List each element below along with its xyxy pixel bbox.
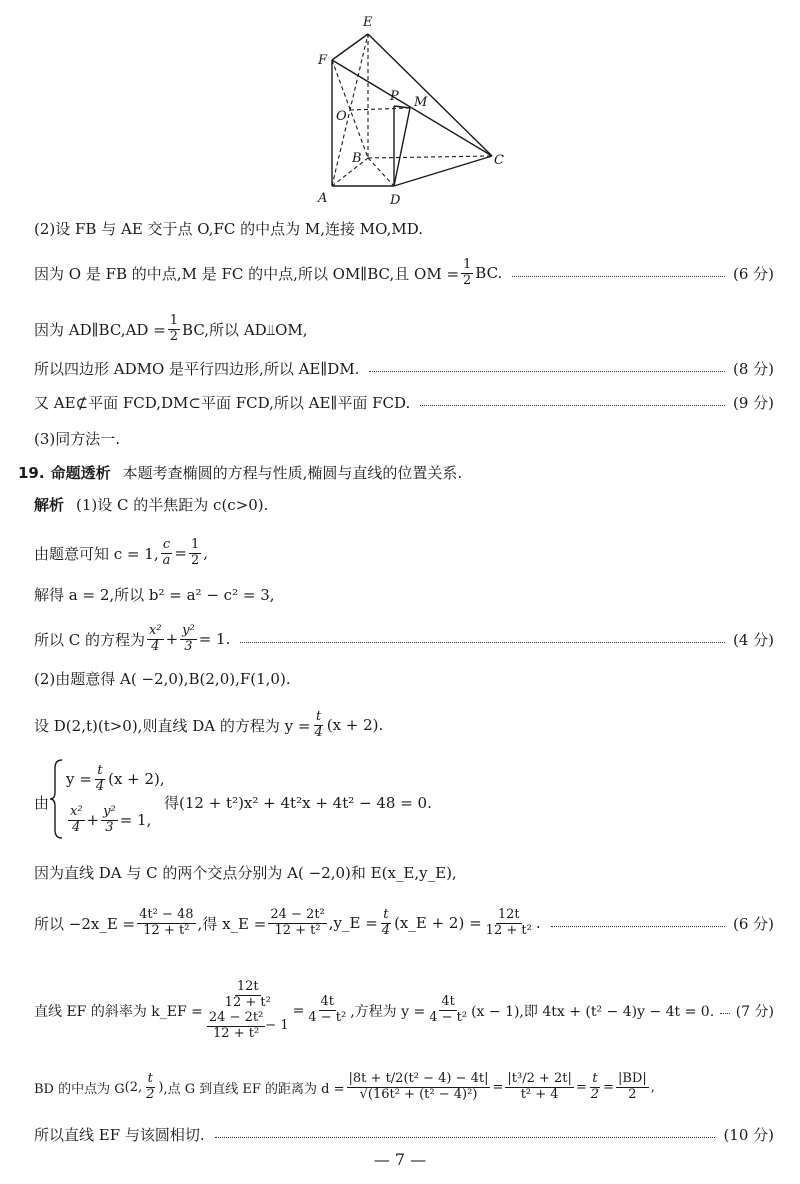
q19-step12: 所以直线 EF 与该圆相切. (10 分) — [34, 1126, 774, 1144]
solution-label: 解析 — [34, 496, 65, 514]
label-f: F — [318, 53, 328, 68]
edge-ec — [368, 34, 492, 156]
geometry-figure — [310, 8, 510, 208]
edge-bc — [368, 156, 492, 158]
dot-leader — [240, 642, 725, 643]
fraction-half: $\frac{1}{2}$ — [463, 257, 472, 288]
edge-bd — [368, 158, 394, 186]
q19-step9: 所以 −2x_E = $\frac{\text{4t² − 48}}{\text{12 + t²}}$ ,得 x_E = $\frac{\text{24 − 2t²}}{\text{12 + t²}}$ ,y_E = $\frac{t}{4}$ (x_E + 2) = $\frac{12t}{\text{12 + t²}}$ . (6 分) — [34, 907, 774, 938]
score-label: (7 分) — [735, 1003, 774, 1020]
fraction-half: $\frac{1}{2}$ — [169, 313, 179, 344]
system-result: 得(12 + t²)x² + 4t²x + 4t² − 48 = 0. — [164, 794, 432, 812]
q19-header: 19. 命题透析 本题考查椭圆的方程与性质,椭圆与直线的位置关系. — [18, 463, 463, 482]
score-label: (9 分) — [732, 394, 774, 412]
dot-leader — [420, 405, 725, 406]
q19-step11: BD 的中点为 G (2, $\frac{t}{2}$ ) ,点 G 到直线 EF 的距离为 d = $\frac{\text{|8t + t/2(t² − 4) − 4t|}}{\text{√(16t² + (t² − 4)²)}}$ = $\frac{\text{|t³/2 + 2t|}}{\text{t² + 4}}$ = $\frac{t}{2}$ = $\frac{|BD|}{2}$ , — [34, 1071, 655, 1102]
edge-dm — [394, 108, 410, 186]
edge-fc — [332, 60, 492, 156]
edge-om — [350, 108, 410, 110]
dot-leader — [512, 276, 725, 277]
label-o: O — [336, 109, 347, 124]
label-d: D — [390, 193, 401, 208]
page-number: — 7 — — [373, 1150, 427, 1169]
equation-system — [66, 760, 165, 842]
dot-leader — [215, 1137, 716, 1138]
q19-step2: 由题意可知 c = 1, $\frac{c}{a}$ = $\frac{1}{2}$ , — [34, 537, 208, 568]
score-label: (6 分) — [732, 264, 774, 283]
label-m: M — [414, 95, 428, 110]
analysis-label: 命题透析 — [50, 464, 111, 482]
question-number: 19. — [18, 463, 45, 482]
q19-step10: 直线 EF 的斜率为 k_EF = $\frac{12t}{\text{12 + t²}}$ $\frac{\text{24 − 2t²}}{\text{12 + t²}}$ − 1 = $\frac{4t}{\text{4 − t²}}$ ,方程为 y = $\frac{4t}{\text{4 − t²}}$ (x − 1),即 4tx + (t² − 4)y − 4t = 0. (7 分) — [34, 979, 774, 1041]
dot-leader — [551, 926, 725, 927]
dot-leader — [369, 371, 725, 372]
compound-fraction: $\frac{12t}{\text{12 + t²}}$ $\frac{\text{24 − 2t²}}{\text{12 + t²}}$ − 1 — [208, 979, 289, 1041]
q19-step8: 因为直线 DA 与 C 的两个交点分别为 A( −2,0)和 E(x_E,y_E), — [34, 864, 457, 882]
part2-line1: 因为 O 是 FB 的中点,M 是 FC 的中点,所以 OM∥BC,且 OM = $\frac{1}{2}$ BC. (6 分) — [34, 257, 774, 288]
part2-line4: 又 AE⊄平面 FCD,DM⊂平面 FCD,所以 AE∥平面 FCD. (9 分) — [34, 394, 774, 412]
q19-step5: (2)由题意得 A( −2,0),B(2,0),F(1,0). — [34, 670, 291, 688]
q19-step4: 所以 C 的方程为 $\frac{\text{x²}}{4}$ + $\frac{\text{y²}}{3}$ = 1. (4 分) — [34, 623, 774, 654]
part2-intro: (2)设 FB 与 AE 交于点 O,FC 的中点为 M,连接 MO,MD. — [34, 220, 423, 238]
label-p: P — [390, 89, 399, 104]
dot-leader — [720, 1013, 730, 1014]
edge-dc — [394, 156, 492, 186]
part2-line2: 因为 AD∥BC,AD = $\frac{1}{2}$ BC,所以 AD⫫OM, — [34, 313, 308, 344]
q19-step6: 设 D(2,t)(t>0),则直线 DA 的方程为 y = $\frac{t}{4}$ (x + 2). — [34, 709, 384, 740]
score-label: (10 分) — [723, 1126, 774, 1144]
q19-step3: 解得 a = 2,所以 b² = a² − c² = 3, — [34, 586, 275, 604]
left-brace — [48, 758, 64, 840]
system-prefix: 由 — [34, 794, 50, 812]
system-row-1: y = $\frac{t}{4}$ (x + 2), — [66, 762, 165, 794]
score-label: (4 分) — [732, 630, 774, 649]
label-b: B — [352, 151, 362, 166]
part3-line: (3)同方法一. — [34, 430, 121, 448]
label-c: C — [494, 153, 504, 168]
q19-solution-start: 解析 (1)设 C 的半焦距为 c(c>0). — [34, 496, 269, 514]
system-row-2: $\frac{\text{x²}}{4}$ + $\frac{\text{y²}}{3}$ = 1, — [70, 803, 152, 835]
score-label: (6 分) — [732, 914, 774, 933]
label-e: E — [363, 15, 373, 30]
score-label: (8 分) — [732, 360, 774, 378]
part2-line3: 所以四边形 ADMO 是平行四边形,所以 AE∥DM. (8 分) — [34, 360, 774, 378]
label-a: A — [318, 191, 328, 206]
